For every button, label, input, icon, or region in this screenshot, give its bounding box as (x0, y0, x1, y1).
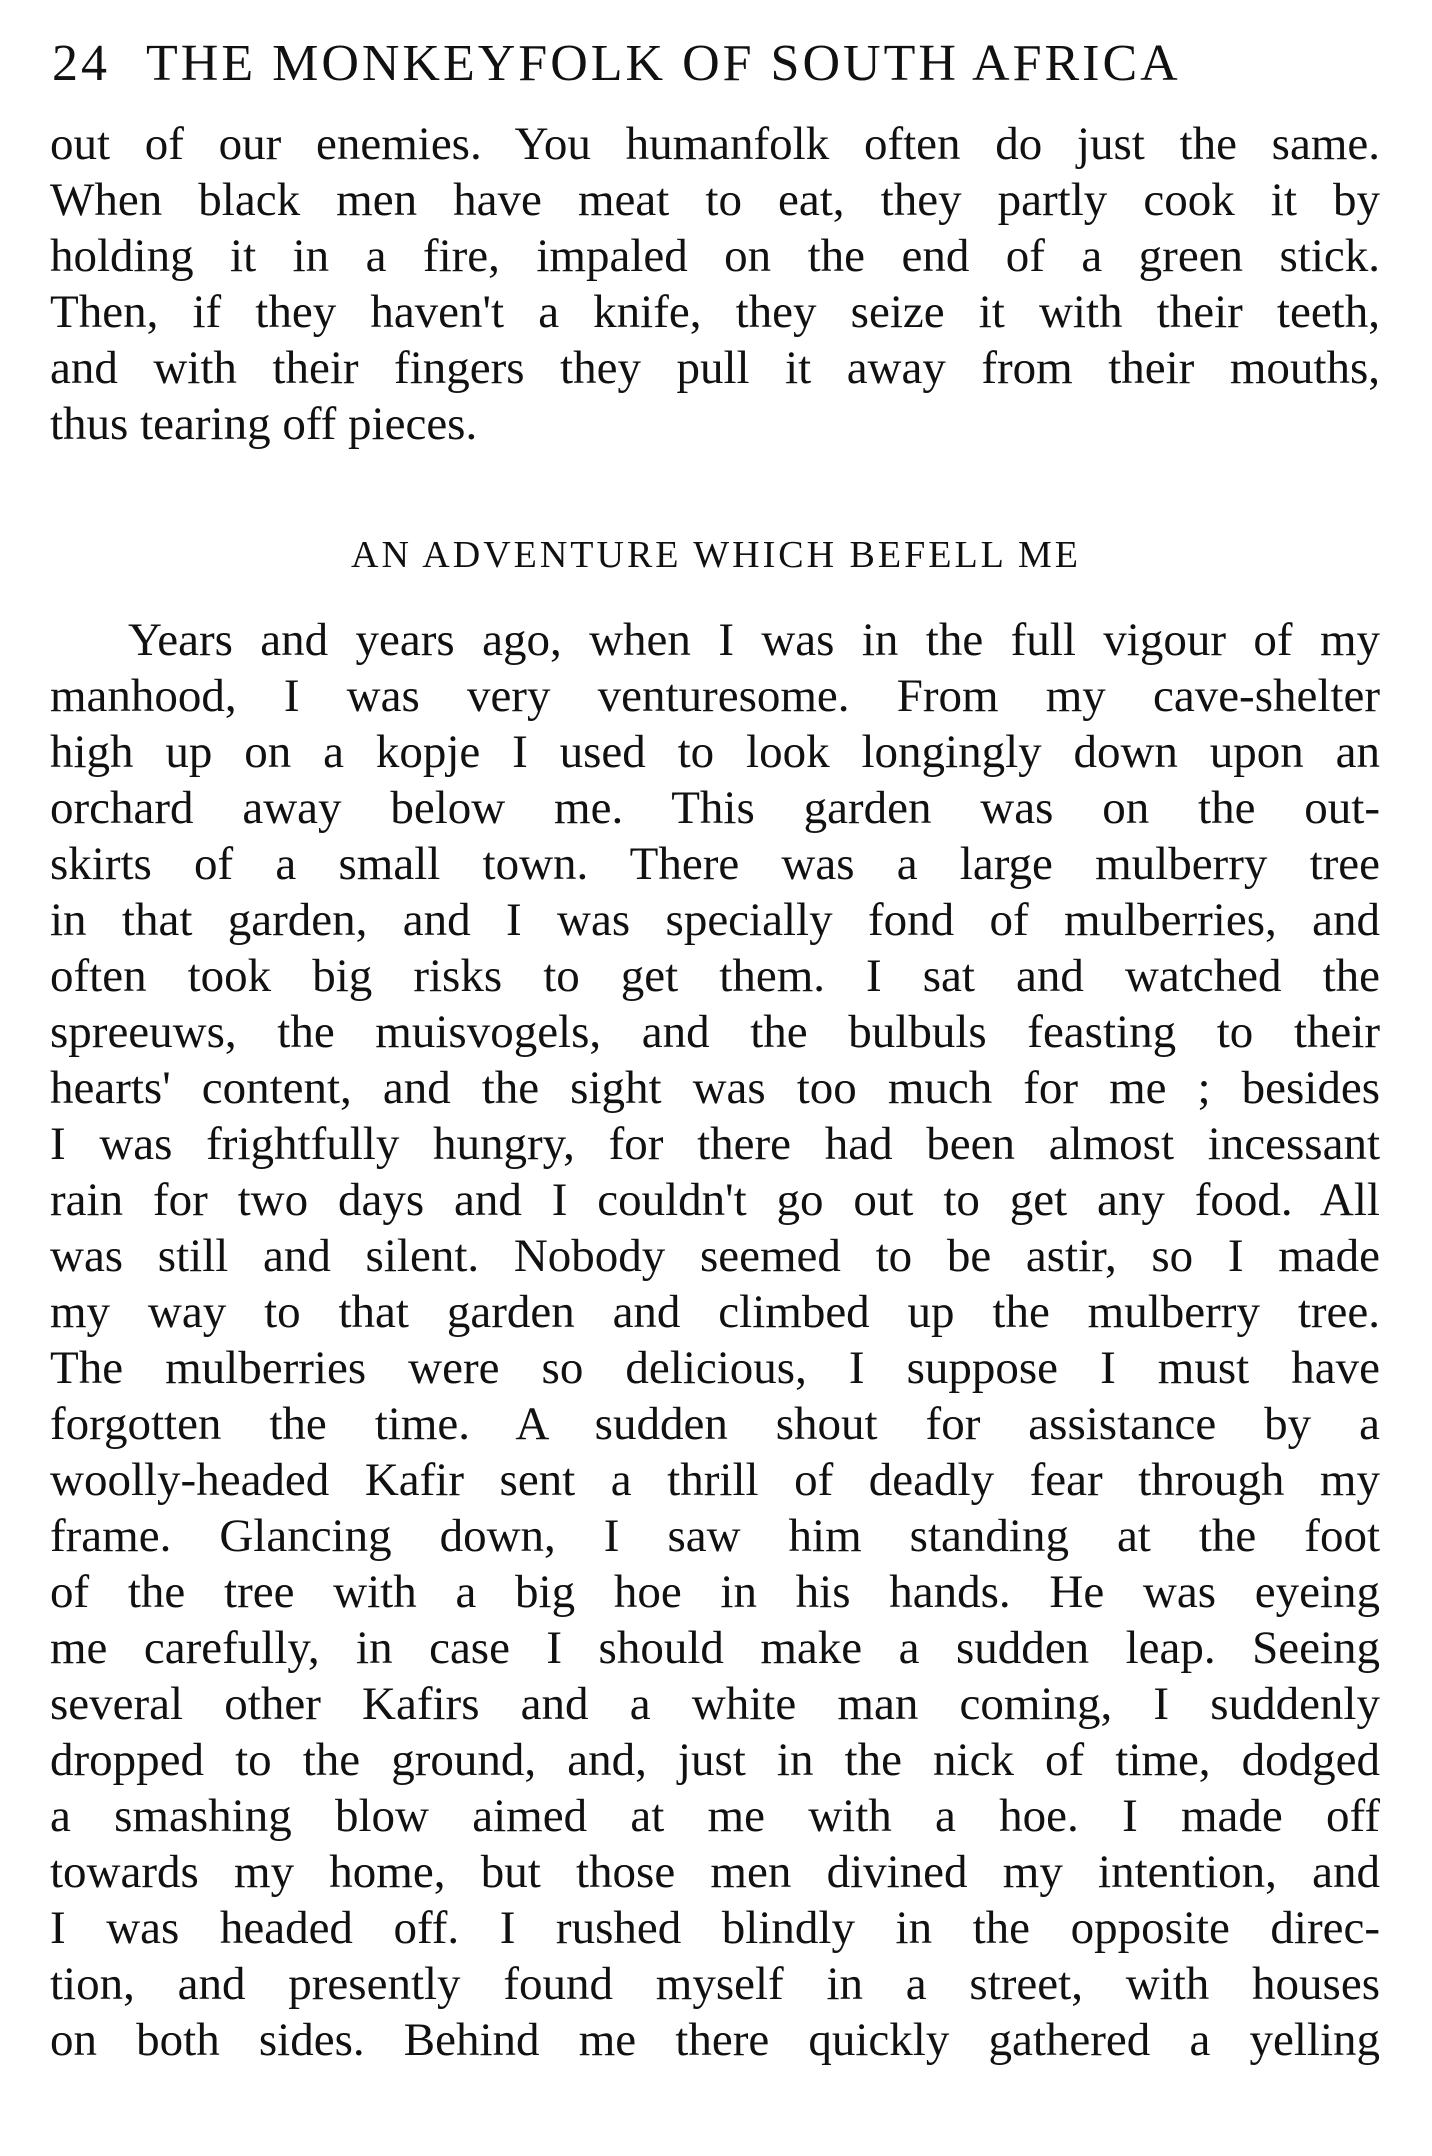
text-line: holding it in a fire, impaled on the end of a green stick. (50, 230, 1380, 282)
text-line: me carefully, in case I should make a sudden leap. Seeing (50, 1622, 1380, 1674)
text-line: dropped to the ground, and, just in the nick of time, dodged (50, 1734, 1380, 1786)
text-line: in that garden, and I was specially fond of mulberries, and (50, 894, 1380, 946)
section-heading: AN ADVENTURE WHICH BEFELL ME (351, 534, 1081, 576)
text-line: and with their fingers they pull it away from their mouths, (50, 342, 1380, 394)
text-line: my way to that garden and climbed up the mulberry tree. (50, 1286, 1380, 1338)
text-line: woolly-headed Kafir sent a thrill of deadly fear through my (50, 1454, 1380, 1506)
text-line: tion, and presently found myself in a street, with houses (50, 1958, 1380, 2010)
running-head (52, 34, 1342, 94)
text-line: thus tearing off pieces. (50, 398, 478, 450)
text-line: orchard away below me. This garden was on the out- (50, 782, 1380, 834)
text-line: forgotten the time. A sudden shout for assistance by a (50, 1398, 1380, 1450)
text-line: high up on a kopje I used to look longingly down upon an (50, 726, 1380, 778)
text-line: hearts' content, and the sight was too much for me ; besides (50, 1062, 1380, 1114)
text-line: skirts of a small town. There was a large mulberry tree (50, 838, 1380, 890)
text-line: When black men have meat to eat, they partly cook it by (50, 174, 1380, 226)
text-line: out of our enemies. You humanfolk often do just the same. (50, 118, 1380, 170)
text-line: was still and silent. Nobody seemed to be astir, so I made (50, 1230, 1380, 1282)
text-line: manhood, I was very venturesome. From my cave-shelter (50, 670, 1380, 722)
text-line: several other Kafirs and a white man coming, I suddenly (50, 1678, 1380, 1730)
text-line: often took big risks to get them. I sat and watched the (50, 950, 1380, 1002)
text-line: I was frightfully hungry, for there had been almost incessant (50, 1118, 1380, 1170)
text-line: towards my home, but those men divined my intention, and (50, 1846, 1380, 1898)
text-line: rain for two days and I couldn't go out to get any food. All (50, 1174, 1380, 1226)
text-line: I was headed off. I rushed blindly in the opposite direc- (50, 1902, 1380, 1954)
text-line: frame. Glancing down, I saw him standing at the foot (50, 1510, 1380, 1562)
text-line: Then, if they haven't a knife, they seize it with their teeth, (50, 286, 1380, 338)
text-line: on both sides. Behind me there quickly gathered a yelling (50, 2014, 1380, 2066)
text-line: of the tree with a big hoe in his hands. He was eyeing (50, 1566, 1380, 1618)
section-paragraph (50, 612, 1380, 2068)
continuation-paragraph (50, 116, 1380, 452)
running-title: THE MONKEYFOLK OF SOUTH AFRICA (146, 35, 1181, 92)
text-line: spreeuws, the muisvogels, and the bulbuls feasting to their (50, 1006, 1380, 1058)
page-number: 24 (52, 35, 110, 92)
text-line: The mulberries were so delicious, I suppose I must have (50, 1342, 1380, 1394)
text-line: Years and years ago, when I was in the full vigour of my (128, 614, 1380, 666)
text-line: a smashing blow aimed at me with a hoe. I made off (50, 1790, 1380, 1842)
